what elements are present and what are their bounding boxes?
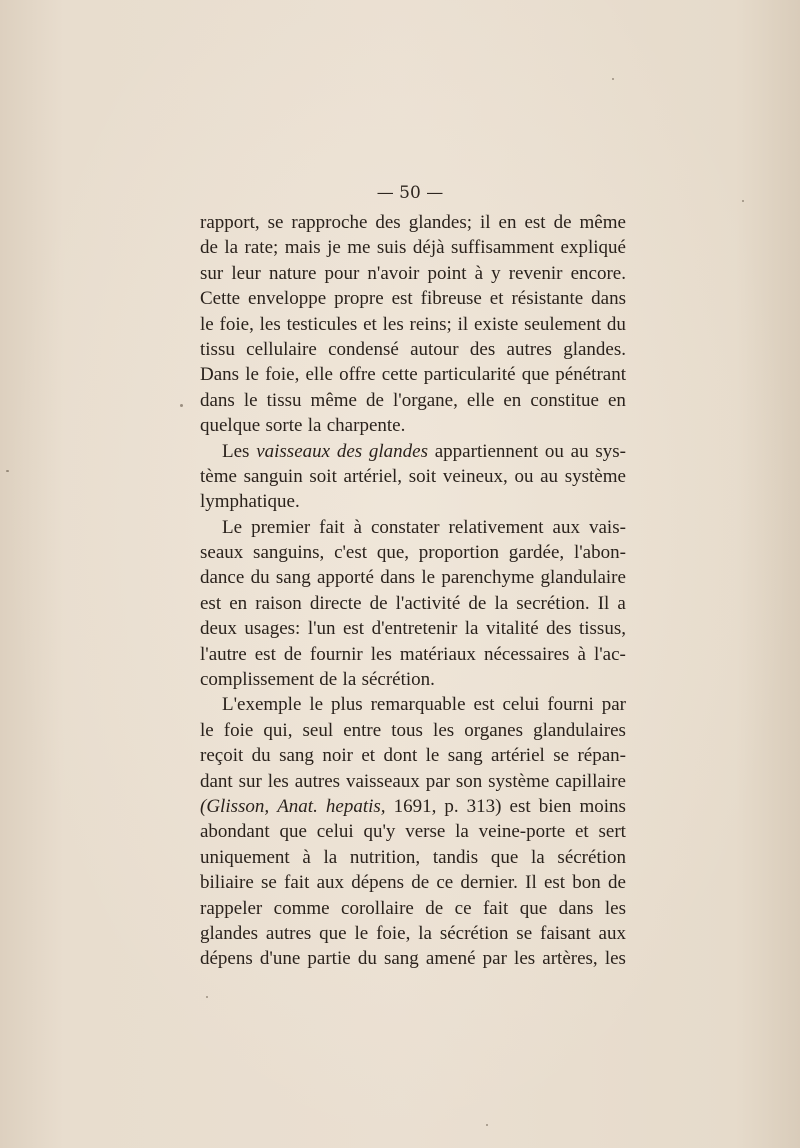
paper-speck <box>180 404 183 407</box>
text-line: Les vaisseaux des glandes appartiennent ou au sys- <box>222 440 626 462</box>
paper-speck <box>612 78 614 80</box>
text-line: le foie qui, seul entre tous les organes glandulaires <box>200 719 626 741</box>
text-line: dépens d'une partie du sang amené par les artères, les <box>200 948 626 970</box>
text-line: reçoit du sang noir et dont le sang artériel se répan- <box>200 745 626 767</box>
text-line: glandes autres que le foie, la sécrétion se faisant aux <box>200 922 626 944</box>
text-line: (Glisson, Anat. hepatis, 1691, p. 313) est bien moins <box>200 795 626 817</box>
text-line: biliaire se fait aux dépens de ce dernier. Il est bon de <box>200 872 626 894</box>
text-line: Dans le foie, elle offre cette particularité que pénétrant <box>200 364 626 386</box>
text-line: tème sanguin soit artériel, soit veineux, ou au système <box>200 465 626 487</box>
text-line: tissu cellulaire condensé autour des autres glandes. <box>200 338 626 360</box>
text-line: Le premier fait à constater relativement aux vais- <box>222 516 626 538</box>
text-line: dans le tissu même de l'organe, elle en constitue en <box>200 389 626 411</box>
body-text <box>200 210 626 972</box>
text-line: Cette enveloppe propre est fibreuse et résistante dans <box>200 288 626 310</box>
text-line: deux usages: l'un est d'entretenir la vitalité des tissus, <box>200 618 626 640</box>
text-line: dance du sang apporté dans le parenchyme glandulaire <box>200 567 626 589</box>
text-line: est en raison directe de l'activité de la secrétion. Il a <box>200 592 626 614</box>
text-line: dant sur les autres vaisseaux par son système capillaire <box>200 770 626 792</box>
text-line: lymphatique. <box>200 491 300 513</box>
page-number: — 50 — <box>376 183 444 203</box>
text-line: l'autre est de fournir les matériaux nécessaires à l'ac- <box>200 643 626 665</box>
text-line: de la rate; mais je me suis déjà suffisamment expliqué <box>200 237 626 259</box>
paper-speck <box>486 1124 488 1126</box>
text-line: uniquement à la nutrition, tandis que la sécrétion <box>200 846 626 868</box>
text-line: le foie, les testicules et les reins; il existe seulement du <box>200 313 626 335</box>
text-line: sur leur nature pour n'avoir point à y revenir encore. <box>200 262 626 284</box>
paper-speck <box>206 996 208 998</box>
text-line: abondant que celui qu'y verse la veine-porte et sert <box>200 821 626 843</box>
text-line: seaux sanguins, c'est que, proportion gardée, l'abon- <box>200 542 626 564</box>
text-line: rapport, se rapproche des glandes; il en est de même <box>200 212 626 233</box>
text-line: complissement de la sécrétion. <box>200 669 435 691</box>
text-line: rappeler comme corollaire de ce fait que dans les <box>200 897 626 919</box>
text-line: quelque sorte la charpente. <box>200 415 406 437</box>
text-line: L'exemple le plus remarquable est celui fourni par <box>222 694 626 716</box>
paper-speck <box>6 470 9 472</box>
